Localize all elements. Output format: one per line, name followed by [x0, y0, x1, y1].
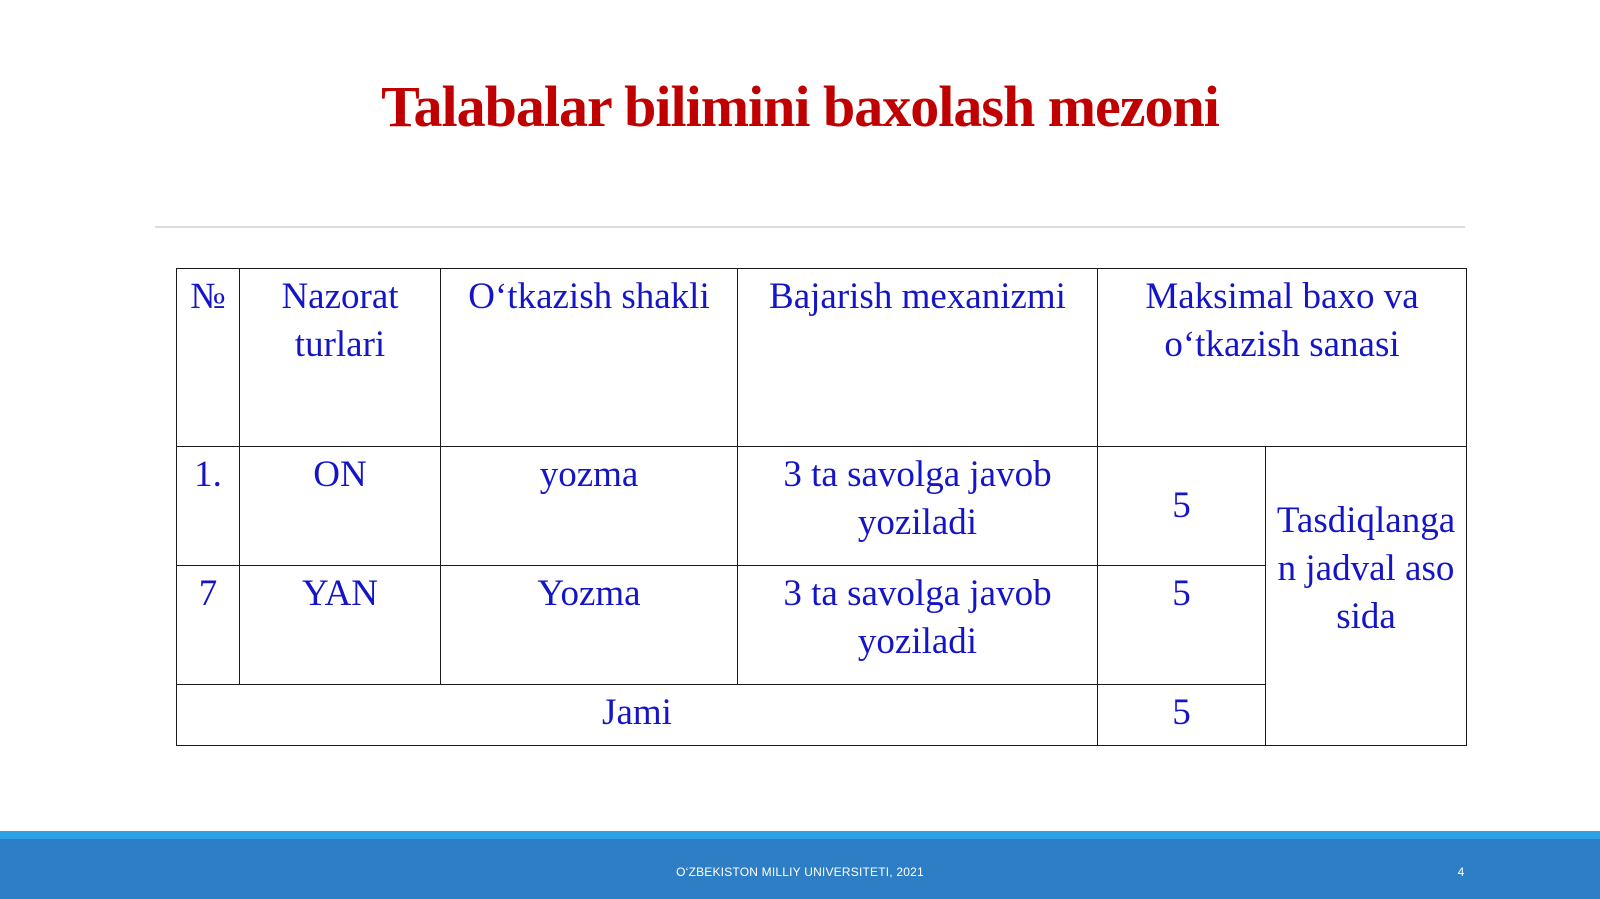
- footer-text: O‘ZBEKISTON MILLIY UNIVERSITETI, 2021: [676, 865, 924, 879]
- slide-title: Talabalar bilimini baxolash mezoni: [381, 74, 1219, 139]
- header-control-type: Nazorat turlari: [240, 269, 441, 447]
- cell-score: 5: [1098, 566, 1266, 685]
- page-number: 4: [1457, 865, 1465, 879]
- cell-control-type: ON: [240, 447, 441, 566]
- title-divider: [155, 226, 1465, 228]
- date-note-text: Tasdiqlangan jadval asosida: [1276, 500, 1456, 637]
- cell-form: yozma: [441, 447, 738, 566]
- total-label: Jami: [177, 685, 1098, 746]
- cell-mechanism: 3 ta savolga javob yoziladi: [738, 447, 1098, 566]
- footer-accent-stripe: [0, 831, 1600, 839]
- header-form: O‘tkazish shakli: [441, 269, 738, 447]
- cell-form: Yozma: [441, 566, 738, 685]
- header-number: №: [177, 269, 240, 447]
- grading-criteria-table: [176, 268, 1467, 746]
- cell-number: 7: [177, 566, 240, 685]
- header-max-score-date: Maksimal baxo va o‘tkazish sanasi: [1098, 269, 1467, 447]
- cell-number: 1.: [177, 447, 240, 566]
- cell-score: 5: [1098, 447, 1266, 566]
- cell-control-type: YAN: [240, 566, 441, 685]
- table-header-row: [177, 269, 1467, 447]
- cell-date-note: [1266, 447, 1467, 746]
- cell-mechanism: 3 ta savolga javob yoziladi: [738, 566, 1098, 685]
- header-mechanism: Bajarish mexanizmi: [738, 269, 1098, 447]
- total-score: 5: [1098, 685, 1266, 746]
- table-row: [177, 447, 1467, 566]
- footer-bar: [0, 831, 1600, 899]
